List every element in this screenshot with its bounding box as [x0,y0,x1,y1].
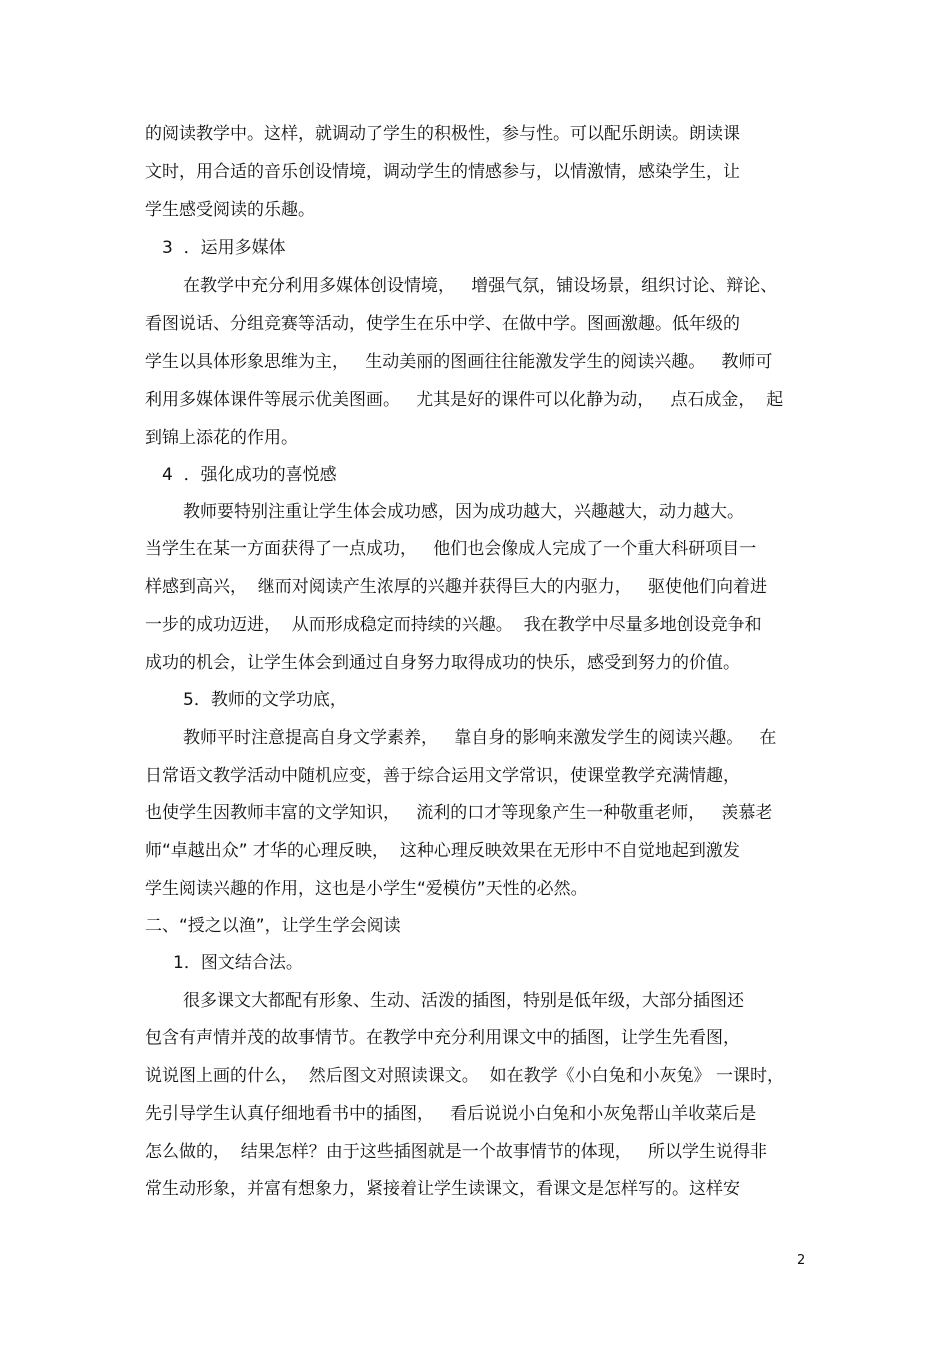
text-line: 怎么做的， 结果怎样？由于这些插图就是一个故事情节的体现， 所以学生说得非 [145,1142,768,1162]
text-line: 在教学中充分利用多媒体创设情境， 增强气氛，铺设场景，组织讨论、辩论、 [183,276,778,296]
text-line: 学生感受阅读的乐趣。 [145,200,315,220]
text-line: 说说图上画的什么， 然后图文对照读课文。 如在教学《小白兔和小灰兔》 一课时， [145,1066,785,1086]
section-heading: 5．教师的文学功底， [183,690,347,710]
text-line: 成功的机会，让学生体会到通过自身努力取得成功的快乐，感受到努力的价值。 [145,653,740,673]
text-line: 到锦上添花的作用。 [145,428,298,448]
section-heading: 3 ．运用多媒体 [162,238,286,258]
section-heading: 4 ．强化成功的喜悦感 [162,465,337,485]
text-line: 包含有声情并茂的故事情节。在教学中充分利用课文中的插图，让学生先看图， [145,1028,740,1048]
text-line: 当学生在某一方面获得了一点成功， 他们也会像成人完成了一个重大科研项目一 [145,539,757,559]
text-line: 也使学生因教师丰富的文学知识， 流利的口才等现象产生一种敬重老师， 羡慕老 [145,803,773,823]
text-line: 师“卓越出众” 才华的心理反映， 这种心理反映效果在无形中不自觉地起到激发 [145,841,740,861]
text-line: 看图说话、分组竞赛等活动，使学生在乐中学、在做中学。图画激趣。低年级的 [145,314,740,334]
text-line: 一步的成功迈进， 从而形成稳定而持续的兴趣。 我在教学中尽量多地创设竞争和 [145,615,762,635]
text-line: 样感到高兴， 继而对阅读产生浓厚的兴趣并获得巨大的内驱力， 驱使他们向着进 [145,577,768,597]
text-line: 教师平时注意提高自身文学素养， 靠自身的影响来激发学生的阅读兴趣。 在 [183,728,777,748]
text-line: 很多课文大都配有形象、生动、活泼的插图，特别是低年级，大部分插图还 [183,991,744,1011]
text-line: 利用多媒体课件等展示优美图画。 尤其是好的课件可以化静为动， 点石成金， 起 [145,390,784,410]
text-line: 的阅读教学中。这样，就调动了学生的积极性，参与性。可以配乐朗读。朗读课 [145,124,740,144]
section-heading: 二、“授之以渔”，让学生学会阅读 [145,916,401,936]
text-line: 学生以具体形象思维为主， 生动美丽的图画往往能激发学生的阅读兴趣。 教师可 [145,352,773,372]
text-line: 先引导学生认真仔细地看书中的插图， 看后说说小白兔和小灰兔帮山羊收菜后是 [145,1104,757,1124]
text-line: 教师要特别注重让学生体会成功感，因为成功越大，兴趣越大，动力越大。 [183,502,744,522]
text-line: 常生动形象，并富有想象力，紧接着让学生读课文，看课文是怎样写的。这样安 [145,1179,740,1199]
text-line: 日常语文教学活动中随机应变，善于综合运用文学常识，使课堂教学充满情趣， [145,766,740,786]
text-line: 文时，用合适的音乐创设情境，调动学生的情感参与，以情激情，感染学生，让 [145,162,740,182]
page-number: 2 [797,1253,806,1268]
section-heading: 1．图文结合法。 [173,953,303,973]
text-line: 学生阅读兴趣的作用，这也是小学生“爱模仿”天性的必然。 [145,879,588,899]
